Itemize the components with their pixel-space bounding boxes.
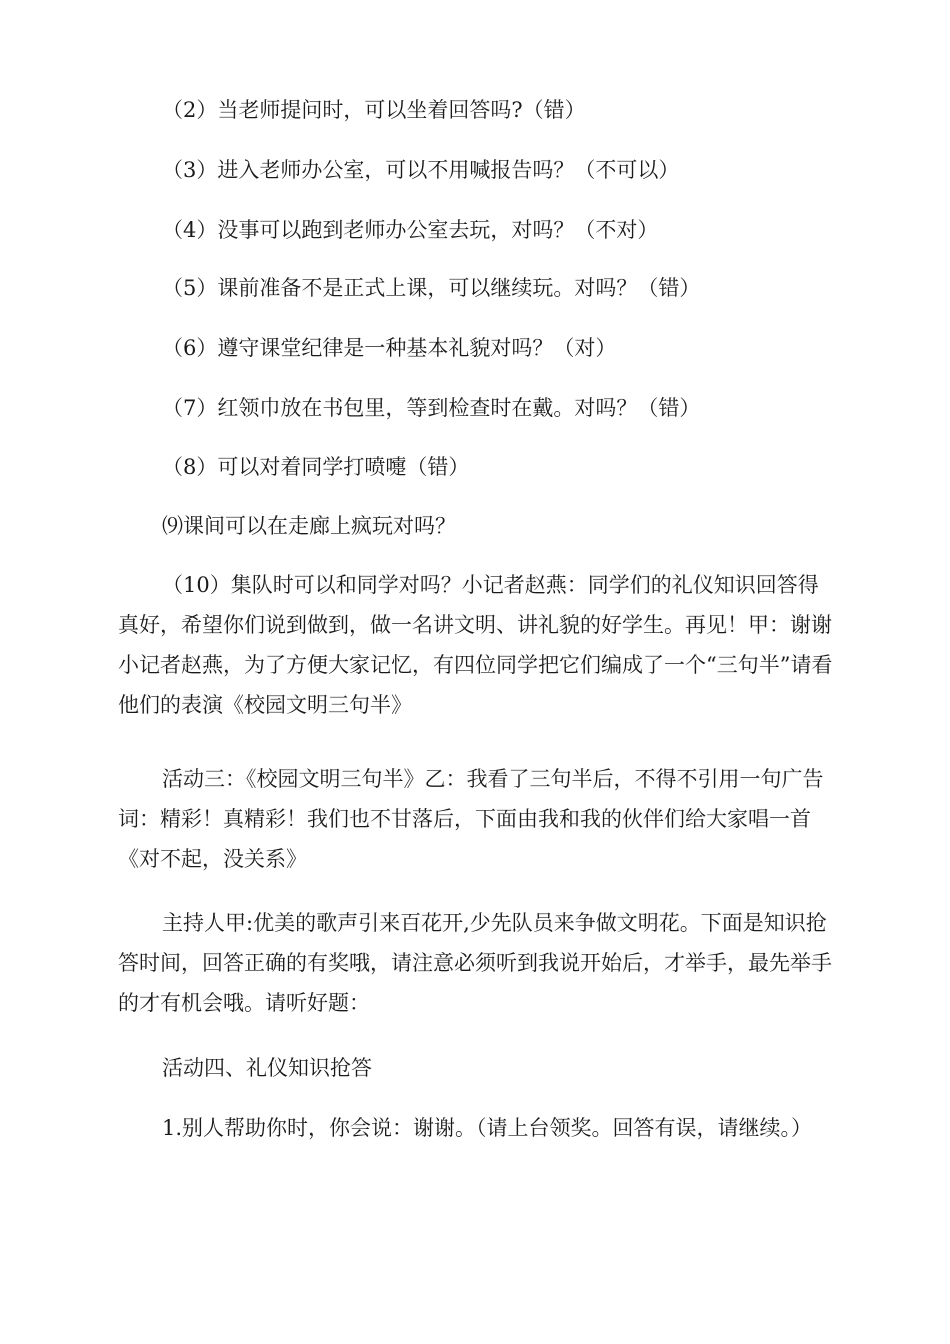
question-3: （3）进入老师办公室，可以不用喊报告吗？（不可以） xyxy=(162,158,680,182)
host-a-paragraph: 主持人甲:优美的歌声引来百花开,少先队员来争做文明花。下面是知识抢答时间，回答正确的有奖哦，请注意必须听到我说开始后，才举手，最先举手的才有机会哦。请听好题： xyxy=(118,911,832,1015)
question-5: （5）课前准备不是正式上课，可以继续玩。对吗？（错） xyxy=(162,276,701,300)
question-6: （6）遵守课堂纪律是一种基本礼貌对吗？（对） xyxy=(162,336,617,360)
question-10-paragraph: （10）集队时可以和同学对吗？小记者赵燕：同学们的礼仪知识回答得真好，希望你们说到做到，做一名讲文明、讲礼貌的好学生。再见！甲：谢谢小记者赵燕，为了方便大家记忆，有四位同学把它们编成了一个“三句半”请看他们的表演《校园文明三句半》 xyxy=(118,573,833,717)
question-8: （8）可以对着同学打喷嚏（错） xyxy=(162,455,470,479)
activity-four-heading: 活动四、礼仪知识抢答 xyxy=(162,1056,372,1080)
question-2: （2）当老师提问时，可以坐着回答吗?（错） xyxy=(162,98,586,122)
activity-three-paragraph: 活动三：《校园文明三句半》乙：我看了三句半后，不得不引用一句广告词：精彩！真精彩！我们也不甘落后，下面由我和我的伙伴们给大家唱一首《对不起，没关系》 xyxy=(118,767,824,871)
quiz-question-1: 1.别人帮助你时，你会说：谢谢。（请上台领奖。回答有误，请继续。） xyxy=(162,1116,813,1140)
question-7: （7）红领巾放在书包里，等到检查时在戴。对吗？（错） xyxy=(162,396,701,420)
question-4: （4）没事可以跑到老师办公室去玩，对吗？（不对） xyxy=(162,218,659,242)
question-9: ⑼课间可以在走廊上疯玩对吗？ xyxy=(162,514,456,538)
